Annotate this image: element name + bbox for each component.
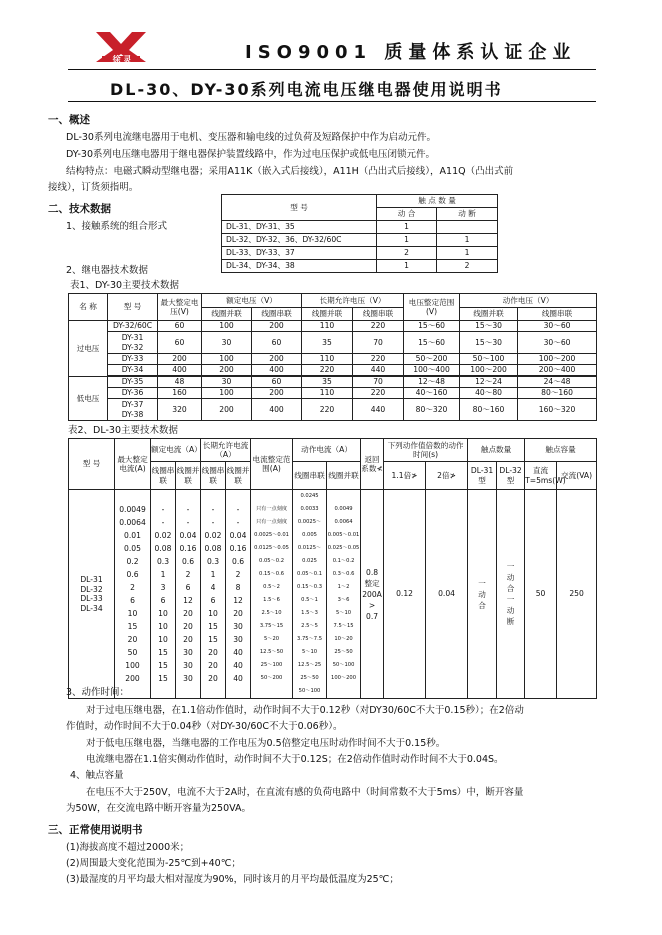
t1-cell: 12～24	[460, 377, 518, 388]
t2-col-act-ser-value: 0.0245	[300, 493, 319, 499]
t2-dl32-contacts-value: 一	[506, 595, 515, 604]
t1-th-ser: 线圈串联	[353, 308, 404, 321]
contact-th-make: 动 合	[377, 208, 437, 221]
relay-data-label: 2、继电器技术数据	[66, 265, 149, 276]
contact-row-break: 1	[437, 234, 498, 247]
t1-cell: 100～200	[518, 354, 597, 365]
t1-cell: 220	[302, 365, 353, 376]
t1-cell: 12～48	[404, 377, 460, 388]
header-rule-top	[68, 69, 596, 70]
t2-col-rated-ser-value: 15	[158, 661, 168, 670]
t2-col-rated-par-value: 20	[183, 635, 193, 644]
capacity-line: 在电压不大于250V，电流不大于2A时，在直流有感的负荷电路中（时间常数不大于5ms）中，断开容量	[86, 787, 524, 798]
t1-cell: 24～48	[518, 377, 597, 388]
t2-col-act-par-value: 0.1～0.2	[332, 558, 355, 564]
t1-model-line: DY-32	[121, 342, 144, 352]
t2-col-act-ser-value: 0.05～0.1	[297, 571, 323, 577]
t1-cell: 30～60	[518, 332, 597, 354]
t1-th-rated: 额定电压（V）	[202, 294, 302, 308]
t2-th-max: 最大整定电流(A)	[115, 439, 151, 490]
t2-col-long-ser-value: 15	[208, 622, 218, 631]
t2-th-dc: 直流T=5ms(W)	[525, 462, 557, 490]
t2-th-ser: 线圈串联	[201, 462, 226, 490]
t1-over-label: 过电压	[69, 321, 108, 377]
t2-col-act-par-value: 7.5～15	[333, 623, 354, 629]
t2-th-contacts: 触点数量	[468, 439, 525, 462]
t1-cell: 50～100	[460, 354, 518, 365]
t2-col-rated-par-value: 30	[183, 661, 193, 670]
t2-col-long-par-value: 40	[233, 674, 243, 683]
t1-model: DY-36	[108, 388, 158, 399]
t1-model: DY-32/60C	[108, 321, 158, 332]
t2-col-return-value: 200A	[362, 589, 382, 599]
t1-cell: 400	[252, 365, 302, 376]
t2-col-range-value: 50～200	[260, 675, 283, 681]
t2-col-long-ser-value: 0.02	[204, 531, 222, 540]
t2-th-time: 下列动作值倍数的动作时间(s)	[384, 439, 468, 462]
t1-th-range: 电压整定范围(V)	[404, 294, 460, 321]
t2-th-t11: 1.1倍≯	[384, 462, 426, 490]
t2-col-rated-par-value: 20	[183, 609, 193, 618]
t2-col-long-ser-value: 4	[210, 583, 216, 592]
t2-dl31-contacts-value: 合	[478, 600, 486, 610]
contact-row-make: 2	[377, 247, 437, 260]
t1-cell: 15～30	[460, 332, 518, 354]
t2-col-long-par-value: 8	[235, 583, 241, 592]
t2-col-act-par-value: 1～2	[337, 584, 350, 590]
t1-cell: 100	[202, 321, 252, 332]
t2-col-act-ser-value: 0.15～0.3	[297, 584, 323, 590]
t2-col-return	[361, 490, 384, 699]
t2-col-range-value: 0.05～0.2	[259, 558, 285, 564]
t2-col-rated-par-value: 20	[183, 622, 193, 631]
t2-col-range	[251, 490, 293, 699]
t2-col-rated-par-value: 12	[183, 596, 193, 605]
dy30-table	[68, 293, 597, 421]
t1-th-par: 线圈并联	[460, 308, 518, 321]
t2-col-long-par-value: -	[236, 505, 240, 514]
t2-col-long-ser-value: 15	[208, 635, 218, 644]
t1-cell: 200	[252, 354, 302, 365]
t2-col-act-par-value: 0.005～0.01	[327, 532, 360, 538]
t1-cell: 200	[202, 399, 252, 421]
t2-col-act-par-value: 0.0064	[334, 519, 353, 525]
t1-model: DY-33	[108, 354, 158, 365]
t2-col-max-value: 200	[125, 674, 140, 683]
t2-col-max-value: 15	[127, 622, 138, 631]
t2-col-rated-ser-value: 10	[158, 622, 168, 631]
t1-cell: 320	[158, 399, 202, 421]
t1-th-max: 最大整定电压(V)	[158, 294, 202, 321]
t1-cell: 220	[353, 321, 404, 332]
t2-dl32-contacts	[497, 490, 525, 699]
contact-row-break	[437, 221, 498, 234]
t2-th-range: 电流整定范围(A)	[251, 439, 293, 490]
t2-models	[69, 490, 115, 699]
t1-th-par: 线圈并联	[202, 308, 252, 321]
t2-col-act-ser-value: 25～50	[300, 675, 319, 681]
company-logo	[88, 26, 154, 68]
t2-col-act-par-value: 0.0049	[334, 506, 353, 512]
t1-th-ser: 线圈串联	[518, 308, 597, 321]
t2-col-act-par-value: 50～100	[332, 662, 355, 668]
t1-cell: 70	[353, 332, 404, 354]
t1-cell: 40～160	[404, 388, 460, 399]
dl30-table	[68, 438, 597, 699]
t2-col-long-ser-value: 10	[208, 609, 218, 618]
t2-dl31-contacts	[468, 490, 497, 699]
t1-th-name: 名 称	[69, 294, 108, 321]
t2-dl32-contacts-value: 断	[506, 617, 515, 626]
t1-cell: 100	[202, 388, 252, 399]
t2-col-range-value: 25～100	[260, 662, 283, 668]
t1-cell: 60	[252, 332, 302, 354]
t2-col-long-par-value: 0.16	[229, 544, 247, 553]
t2-col-max-value: 2	[130, 583, 135, 592]
t2-col-act-par-value: 100～200	[331, 675, 357, 681]
t2-col-act-ser-value: 2.5～5	[301, 623, 318, 629]
t1-cell: 35	[302, 377, 353, 388]
t2-th-par: 线圈并联	[176, 462, 201, 490]
contact-row-make: 1	[377, 221, 437, 234]
t1-cell: 160	[158, 388, 202, 399]
t2-col-act-ser-value: 0.0033	[300, 506, 319, 512]
t1-cell: 110	[302, 354, 353, 365]
t2-col-long-par-value: -	[236, 518, 240, 527]
t2-model: DL-33	[80, 594, 103, 603]
t2-col-range-value: 0.0025～0.01	[254, 532, 289, 538]
t2-col-long-par-value: 40	[233, 661, 243, 670]
t1-cell: 60	[158, 332, 202, 354]
timing-heading: 3、动作时间：	[66, 687, 130, 698]
t2-col-return-value: 整定	[364, 578, 380, 588]
t2-col-range-value: 1.5～6	[263, 597, 280, 603]
t1-cell: 100	[202, 354, 252, 365]
t1-cell: 440	[353, 399, 404, 421]
t2-col-long-ser-value: 20	[208, 661, 218, 670]
t2-col-rated-ser-value: -	[161, 518, 165, 527]
overview-line: DY-30系列电压继电器用于继电器保护装置线路中，作为过电压保护或低电压闭锁元件。	[66, 149, 435, 160]
t2-col-act-ser-value: 3.75～7.5	[297, 636, 323, 642]
t2-col-max-value: 0.0049	[119, 505, 146, 514]
t2-col-act-ser-value: 50～100	[298, 688, 321, 694]
contact-row-make: 1	[377, 260, 437, 273]
t2-col-long-par-value: 0.6	[231, 557, 245, 566]
t2-col-rated-par-value: -	[186, 518, 190, 527]
t2-col-act-par	[327, 490, 361, 699]
t2-col-act-par-value: 0.3～0.6	[332, 571, 355, 577]
t2-col-rated-ser-value: 0.02	[154, 531, 172, 540]
t1-under-label: 低电压	[69, 377, 108, 421]
t2-model: DL-34	[80, 603, 103, 613]
t2-col-return-value: 0.8	[366, 567, 379, 577]
t2-col-act-par-value: 5～10	[335, 610, 352, 616]
usage-line: (1)海拔高度不超过2000米；	[66, 842, 190, 853]
t1-cell: 100～400	[404, 365, 460, 376]
t2-col-rated-par-value: 0.6	[181, 557, 195, 566]
t2-col-max-value: 0.05	[124, 544, 141, 553]
t1-cell: 35	[302, 332, 353, 354]
usage-line: (3)最湿度的月平均最大相对湿度为90%，同时该月的月平均最低温度为25℃；	[66, 874, 399, 885]
t1-cell: 400	[158, 365, 202, 376]
t2-col-max-value: 0.2	[126, 557, 139, 566]
table1-caption: 表1、DY-30主要技术数据	[70, 280, 180, 291]
t2-col-act-par-value: 0.025～0.05	[327, 545, 360, 551]
contact-th-break: 动 断	[437, 208, 498, 221]
t2-col-rated-par-value: 30	[183, 674, 193, 683]
t2-col-act-ser-value: 5～10	[301, 649, 318, 655]
t1-cell: 200	[158, 354, 202, 365]
t2-col-rated-par-value: 0.04	[179, 531, 197, 540]
t2-col-rated-par-value: -	[186, 505, 190, 514]
contact-row-model: DL-33、DY-33、37	[222, 247, 377, 260]
t1-cell: 30～60	[518, 321, 597, 332]
t2-col-rated-ser-value: 10	[158, 635, 168, 644]
t2-col-rated-ser-value: 15	[158, 648, 168, 657]
t2-col-return-value: >	[368, 600, 376, 610]
contact-row-break: 2	[437, 260, 498, 273]
t2-th-capacity: 触点容量	[525, 439, 597, 462]
timing-line: 电流继电器在1.1倍实侧动作值时，动作时间不大于0.12S；在2倍动作值时动作时间不大于0.04S。	[86, 754, 504, 765]
logo-text: 徐 灵	[112, 55, 132, 64]
t2-col-long-par	[226, 490, 251, 699]
t2-th-rated: 额定电流（A）	[151, 439, 201, 462]
t2-col-long-ser-value: -	[211, 518, 215, 527]
t2-dl31-contacts-value: 动	[478, 589, 486, 599]
t2-dl32-contacts-value: 合	[506, 584, 515, 593]
t2-col-rated-ser-value: 0.3	[156, 557, 170, 566]
t1-cell: 60	[158, 321, 202, 332]
t2-col-rated-ser-value: 15	[158, 674, 168, 683]
t1-cell: 80～320	[404, 399, 460, 421]
t1-cell: 200	[252, 388, 302, 399]
t1-cell: 200	[252, 321, 302, 332]
contact-row-model: DL-31、DY-31、35	[222, 221, 377, 234]
t1-cell: 15～60	[404, 321, 460, 332]
t2-col-rated-ser-value: 6	[160, 596, 166, 605]
t2-th-long: 长期允许电流（A）	[201, 439, 251, 462]
t2-th-action: 动作电流（A）	[293, 439, 361, 462]
t2-col-act-ser-value: 0.5～1	[301, 597, 318, 603]
t1-th-ser: 线圈串联	[252, 308, 302, 321]
t2-th-ser: 线圈串联	[293, 462, 327, 490]
overview-heading: 一、概述	[48, 114, 90, 126]
t2-col-range-value: 0.0125～0.05	[254, 545, 289, 551]
t1-model: DY-35	[108, 377, 158, 388]
t2-ac: 250	[557, 490, 597, 699]
t2-col-return-value: 0.7	[366, 611, 379, 621]
t2-col-rated-par-value: 30	[183, 648, 193, 657]
timing-line: 对于低电压继电器，当继电器的工作电压为0.5倍整定电压时动作时间不大于0.15秒。	[86, 738, 446, 749]
t2-col-long-ser-value: 20	[208, 674, 218, 683]
t2-col-rated-par-value: 0.16	[179, 544, 197, 553]
t2-col-range-value: 只有一点刻度	[255, 519, 288, 525]
t2-col-act-ser-value: 0.0125～0.025	[297, 545, 322, 564]
t1-cell: 160～320	[518, 399, 597, 421]
timing-line: 对于过电压继电器，在1.1倍动作值时，动作时间不大于0.12秒（对DY30/60C不大于0.15秒）；在2倍动	[86, 705, 524, 716]
t1-cell: 110	[302, 321, 353, 332]
overview-line: 接线），订货须指明。	[48, 182, 139, 193]
t1-cell: 60	[252, 377, 302, 388]
t2-col-range-value: 2.5～10	[261, 610, 282, 616]
t2-col-long-par-value: 30	[233, 622, 243, 631]
overview-line: DL-30系列电流继电器用于电机、变压器和输电线的过负荷及短路保护中作为启动元件。	[66, 132, 436, 143]
t2-th-par: 线圈并联	[327, 462, 361, 490]
t1-model: DY-34	[108, 365, 158, 376]
contact-row-model: DL-34、DY-34、38	[222, 260, 377, 273]
t2-col-act-ser-value: 0.0025～0.005	[297, 519, 322, 538]
t1-cell: 100～200	[460, 365, 518, 376]
t2-col-range-value: 0.5～2	[263, 584, 280, 590]
t2-dc: 50	[525, 490, 557, 699]
t2-col-rated-ser-value: 10	[158, 609, 168, 618]
t1-cell: 48	[158, 377, 202, 388]
t2-col-range-value: 5～20	[263, 636, 280, 642]
t2-th-dl32: DL-32型	[497, 462, 525, 490]
t2-col-act-par-value: 25～50	[334, 649, 353, 655]
t2-col-long-par-value: 20	[233, 609, 243, 618]
t2-th-model: 型 号	[69, 439, 115, 490]
t1-model	[108, 399, 158, 421]
timing-line: 作值时，动作时间不大于0.04秒（对DY-30/60C不大于0.06秒）。	[66, 721, 343, 732]
t2-col-rated-ser	[151, 490, 176, 699]
t2-col-long-par-value: 30	[233, 635, 243, 644]
t2-col-max	[115, 490, 151, 699]
t2-dl31-contacts-value: 一	[478, 578, 486, 588]
t1-cell: 40～80	[460, 388, 518, 399]
t1-cell: 200	[202, 365, 252, 376]
t1-cell: 220	[353, 354, 404, 365]
t1-cell: 440	[353, 365, 404, 376]
t1-model	[108, 332, 158, 354]
t2-t2: 0.04	[426, 490, 468, 699]
t2-dl32-contacts-value: 动	[506, 606, 515, 615]
t1-cell: 50～200	[404, 354, 460, 365]
header-rule-bottom	[68, 101, 596, 102]
t1-cell: 110	[302, 388, 353, 399]
t2-col-long-par-value: 2	[235, 570, 241, 579]
t2-col-long-ser-value: 0.08	[204, 544, 222, 553]
usage-line: (2)周围最大变化范围为-25℃到+40℃；	[66, 858, 241, 869]
t2-col-max-value: 10	[127, 609, 138, 618]
t2-th-par: 线圈并联	[226, 462, 251, 490]
t1-th-action: 动作电压（V）	[460, 294, 597, 308]
t1-th-model: 型 号	[108, 294, 158, 321]
t2-dl32-contacts-value: 动	[506, 573, 515, 582]
t1-th-par: 线圈并联	[302, 308, 353, 321]
t2-th-return: 返回系数≮	[361, 439, 384, 490]
t2-th-dl31: DL-31型	[468, 462, 497, 490]
t1-cell: 80～160	[460, 399, 518, 421]
t2-col-long-par-value: 12	[233, 596, 243, 605]
t1-cell: 30	[202, 332, 252, 354]
t2-col-rated-ser-value: -	[161, 505, 165, 514]
t1-cell: 220	[302, 399, 353, 421]
t1-cell: 400	[252, 399, 302, 421]
t2-col-long-ser-value: 1	[210, 570, 216, 579]
t2-model: DL-31	[80, 575, 103, 584]
t2-col-range-value: 3.75～15	[259, 623, 284, 629]
t2-col-long-ser-value: 20	[208, 648, 218, 657]
t2-col-act-ser	[293, 490, 327, 699]
t2-th-ac: 交流(VA)	[557, 462, 597, 490]
t2-col-rated-par-value: 6	[185, 583, 191, 592]
t1-cell: 15～30	[460, 321, 518, 332]
contact-row-make: 1	[377, 234, 437, 247]
t1-model-line: DY-38	[121, 409, 144, 419]
contact-th-count: 触 点 数 量	[377, 195, 498, 208]
t2-col-range-value: 0.15～0.6	[259, 571, 285, 577]
t2-th-t2: 2倍≯	[426, 462, 468, 490]
t2-col-rated-ser-value: 1	[160, 570, 166, 579]
t2-col-act-ser-value: 1.5～3	[301, 610, 318, 616]
t2-col-long-ser-value: -	[211, 505, 215, 514]
contact-th-model: 型 号	[222, 195, 377, 221]
t1-model-line: DY-37	[121, 400, 144, 409]
usage-heading: 三、正常使用说明书	[48, 824, 143, 836]
t2-col-max-value: 0.0064	[119, 518, 146, 527]
t2-col-rated-ser-value: 0.08	[154, 544, 172, 553]
t2-col-rated-par-value: 2	[185, 570, 191, 579]
overview-line: 结构特点：电磁式瞬动型继电器；采用A11K（嵌入式后接线），A11H（凸出式后接线），A11Q（凸出式前	[66, 166, 514, 177]
t1-cell: 200～400	[518, 365, 597, 376]
t2-col-act-par-value: 3～6	[337, 597, 350, 603]
t2-col-rated-par	[176, 490, 201, 699]
t1-cell: 30	[202, 377, 252, 388]
t1-cell: 70	[353, 377, 404, 388]
t2-col-long-ser-value: 6	[210, 596, 216, 605]
t2-col-range-value: 12.5～50	[259, 649, 284, 655]
t2-col-max-value: 6	[130, 596, 135, 605]
t2-model: DL-32	[80, 584, 103, 594]
t2-t11: 0.12	[384, 490, 426, 699]
t2-col-act-par-value: 10～20	[334, 636, 353, 642]
contact-row-model: DL-32、DY-32、36、DY-32/60C	[222, 234, 377, 247]
t2-col-max-value: 0.6	[126, 570, 139, 579]
t2-col-max-value: 20	[127, 635, 138, 644]
t2-th-ser: 线圈串联	[151, 462, 176, 490]
t2-col-long-ser-value: 0.3	[206, 557, 220, 566]
t2-col-max-value: 0.01	[124, 531, 141, 540]
t1-model-line: DY-31	[121, 333, 144, 342]
t1-th-long: 长期允许电压（V）	[302, 294, 404, 308]
t2-col-long-ser	[201, 490, 226, 699]
t1-cell: 15～60	[404, 332, 460, 354]
t2-col-max-value: 50	[127, 648, 138, 657]
contacts-label: 1、接触系统的组合形式	[66, 221, 168, 232]
t2-col-long-par-value: 0.04	[229, 531, 247, 540]
t2-col-max-value: 100	[125, 661, 140, 670]
tech-heading: 二、技术数据	[48, 203, 111, 215]
t2-col-long-par-value: 40	[233, 648, 243, 657]
company-slogan: ISO9001 质量体系认证企业	[245, 42, 577, 63]
t2-col-act-ser-value: 12.5～25	[297, 662, 322, 668]
t1-cell: 80～160	[518, 388, 597, 399]
table2-caption: 表2、DL-30主要技术数据	[68, 425, 179, 436]
t1-cell: 220	[353, 388, 404, 399]
t2-dl32-contacts-value: 一	[506, 562, 515, 571]
contact-table	[221, 194, 498, 273]
capacity-heading: 4、触点容量	[70, 770, 124, 781]
doc-title: DL-30、DY-30系列电流电压继电器使用说明书	[110, 80, 503, 99]
capacity-line: 为50W，在交流电路中断开容量为250VA。	[66, 803, 252, 814]
t2-col-range-value: 只有一点刻度	[255, 506, 288, 512]
contact-row-break: 1	[437, 247, 498, 260]
t2-col-rated-ser-value: 3	[160, 583, 166, 592]
